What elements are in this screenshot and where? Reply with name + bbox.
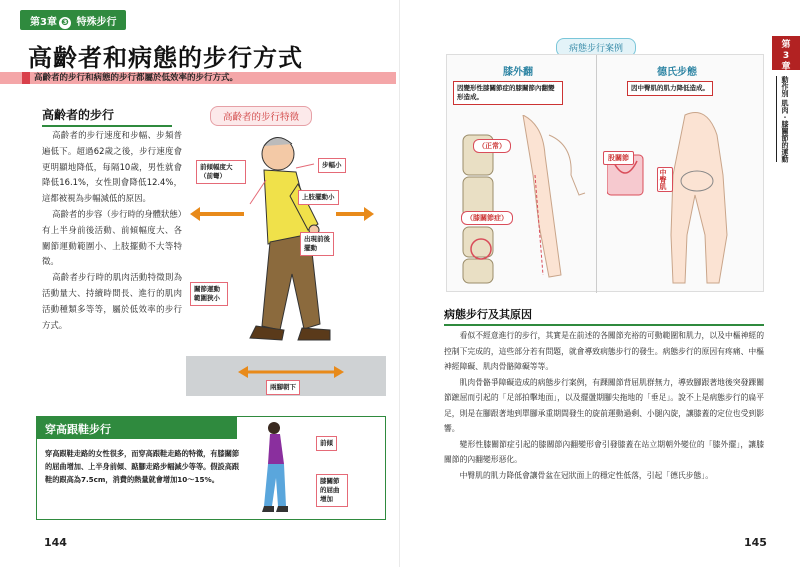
side-chap-label3: 章: [781, 62, 791, 72]
title-description: 高齡者的步行和病態的步行都屬於低效率的步行方式。: [34, 73, 239, 83]
high-heel-walker-illustration: [250, 418, 300, 518]
callout-arm-swing: 上肢擺動小: [298, 190, 339, 205]
page-number-left: 144: [44, 536, 67, 549]
callout-small-step: 步幅小: [318, 158, 346, 173]
paragraph: 中臀肌的肌力降低會讓骨盆在冠狀面上的穩定性低落，引起「德氏步態」。: [459, 470, 713, 480]
hip-illustration: [607, 105, 757, 285]
section-heading-pathological: 病態步行及其原因: [444, 306, 764, 326]
paragraph: 高齡者的步行速度和步幅、步頻普遍低下。超過62歲之後，步行速度會更明顯地降低，每隔10歲，男性就會降低16.1%，女性則會降低12.4%，這都被視為步幅減低的原因。: [42, 130, 182, 204]
side-chap-label1: 第: [781, 40, 791, 50]
case-note: 因中臀肌的肌力降低造成。: [627, 81, 713, 96]
tag-hip: 股關節: [603, 151, 634, 165]
section-body-pathological: [444, 328, 764, 483]
case-title: 德氏步態: [657, 67, 697, 78]
callout-knee: 膝關節的屈曲增加: [316, 474, 348, 507]
callout-out-swing: 出現前後擺動: [300, 232, 334, 256]
case-genu-varum: [447, 55, 597, 293]
chapter-tab: [20, 10, 126, 30]
page-title: 高齡者和病態的步行方式: [28, 44, 303, 72]
tag-normal: （正常）: [473, 139, 511, 153]
paragraph: 高齡者步行時的肌肉活動特徵則為活動量大、持續時間長、進行的肌肉活動種類多等等，屬於低效率的步行方式。: [42, 272, 182, 330]
paragraph: 高齡者的步容（步行時的身體狀態）有上半身前後活動、前傾幅度大、各關節運動範圍小、上肢擺動不大等特徵。: [42, 208, 182, 267]
chapter-num: 3: [40, 17, 47, 28]
callout-forward: 前傾: [316, 436, 337, 451]
side-text: 動作別 肌肉・膝關節的運動: [776, 76, 794, 162]
page-number-right: 145: [744, 536, 767, 549]
paragraph: 變形性膝關節症引起的膝關節內翻變形會引發膝蓋在站立期朝外變位的「膝外擺」，讓膝關節的內翻變形惡化。: [444, 439, 764, 464]
callout-forward-lean: 前傾幅度大（前彎）: [196, 160, 246, 184]
tag-muscle: 中臀肌: [657, 167, 673, 192]
section-heading-elderly: 高齡者的步行: [42, 106, 172, 127]
chapter-circle: ❸: [59, 17, 71, 29]
tag-oa: （膝關節症）: [461, 211, 513, 225]
chapter-suffix: 章: [46, 17, 57, 28]
tip-text: 穿高跟鞋走路的女性很多，而穿高跟鞋走路的特徵，有膝關節的屈曲增加、上半身前傾、踮腳走路步幅減少等等。假設高跟鞋的跟高為7.5cm，消費的熱量就會增加10～15%。: [45, 449, 240, 484]
case-box: [446, 54, 764, 292]
callout-stance: 兩腳朝下: [266, 380, 300, 395]
paragraph: 看似不經意進行的步行，其實是在前述的各關節充裕的可動範圍和肌力，以及中樞神經的控制下完成的，這些部分若有問題，就會導致病態步行的發生。病態步行的原因有疼痛、中樞神經障礙、肌肉骨骼障礙等等。: [444, 331, 764, 371]
right-page: [400, 0, 800, 567]
callout-joint-range: 關節運動範圍狹小: [190, 282, 228, 306]
paragraph: 肌肉骨骼爭障礙造成的病態步行案例，有踝關節背屈肌群無力，導致腳跟著地後突發踝關節蹠屈而引起的「足部拍擊地面」，以及擺盪期腳尖拖地的「垂足」。說不上是病態步行的扁平足，則是在腳跟著地到單腳承重期間發生的旋前運動過剩、小腿內旋，讓膝蓋的定位也受到影響。: [444, 377, 764, 433]
chapter-prefix: 第: [30, 17, 40, 28]
case-label: 病態步行案例: [556, 38, 636, 57]
side-chapter-tab: [772, 36, 800, 70]
tip-heading: 穿高跟鞋步行: [37, 417, 237, 439]
chapter-label: 特殊步行: [76, 17, 117, 28]
side-chap-label2: 3: [782, 51, 790, 61]
section-body-elderly: [42, 128, 182, 333]
figure-label: 高齡者的步行特徵: [210, 106, 312, 126]
case-note: 因變形性膝關節症的膝關節內翻變形造成。: [453, 81, 563, 105]
case-trendelenburg: [597, 55, 765, 293]
case-title: 膝外翻: [503, 67, 533, 78]
